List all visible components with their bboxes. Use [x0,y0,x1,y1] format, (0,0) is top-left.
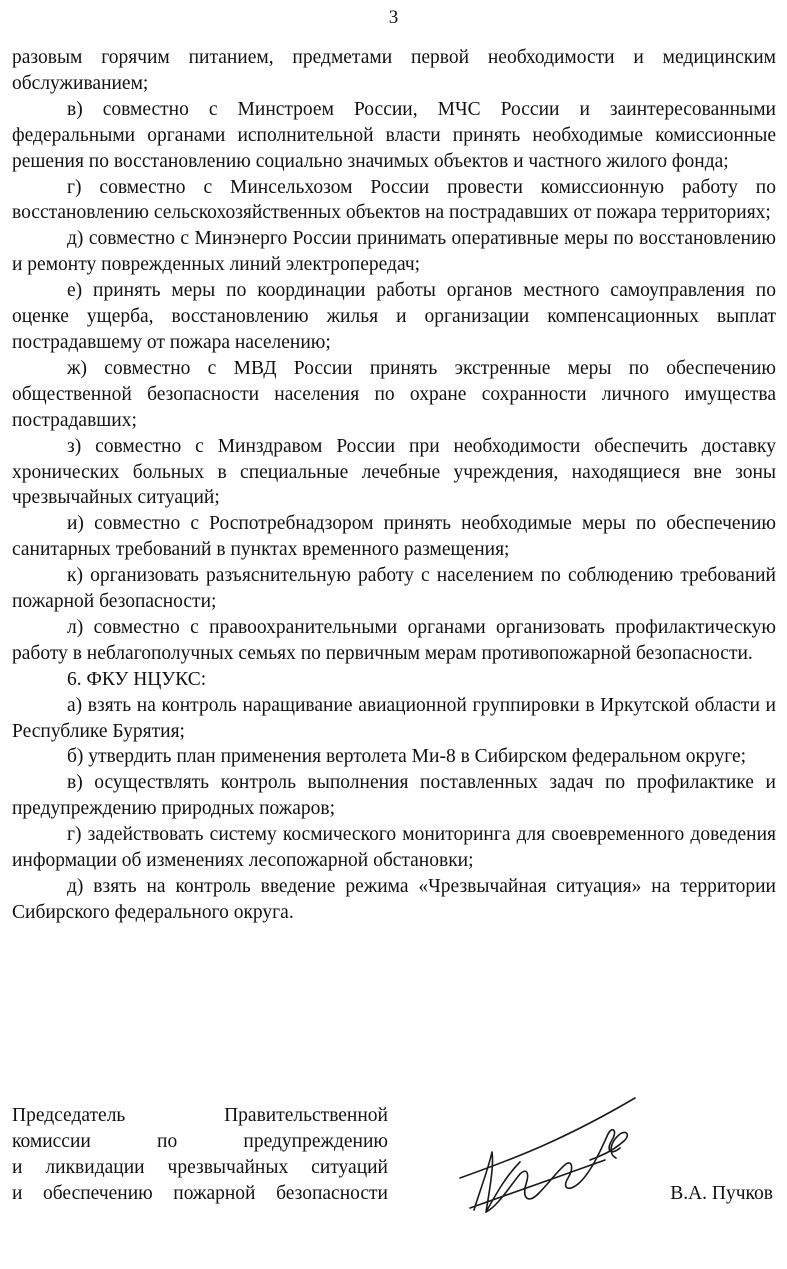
page-number: 3 [388,7,399,28]
paragraph: в) совместно с Минстроем России, МЧС России и заинтересованными федеральными органами исполнительной власти принять необходимые комиссионные решения по восстановлению социально значимых объектов и частного жилого фонда; [12,98,776,172]
paragraph: г) задействовать систему космического мониторинга для своевременного доведения информации об изменениях лесопожарной обстановки; [12,824,776,872]
document-body [12,45,776,926]
paragraph: и) совместно с Роспотребнадзором принять необходимые меры по обеспечению санитарных требований в пунктах временного размещения; [12,513,776,561]
handwritten-signature [440,1090,650,1230]
paragraph: г) совместно с Минсельхозом России провести комиссионную работу по восстановлению сельскохозяйственных объектов на пострадавших от пожара территориях; [12,176,776,224]
paragraph: д) взять на контроль введение режима «Чрезвычайная ситуация» на территории Сибирского федерального округа. [12,876,776,923]
paragraph: ж) совместно с МВД России принять экстренные меры по обеспечению общественной безопасности населения по охране сохранности личного имущества пострадавших; [12,357,776,431]
paragraph: б) утвердить план применения вертолета Ми-8 в Сибирском федеральном округе; [67,746,747,768]
paragraph: д) совместно с Минэнерго России принимать оперативные меры по восстановлению и ремонту поврежденных линий электропередач; [12,228,776,276]
paragraph: 6. ФКУ НЦУКС: [67,668,207,690]
paragraph: з) совместно с Минздравом России при необходимости обеспечить доставку хронических больных в специальные лечебные учреждения, находящиеся вне зоны чрезвычайных ситуаций; [12,435,776,509]
paragraph: л) совместно с правоохранительными органами организовать профилактическую работу в неблагополучных семьях по первичным мерам противопожарной безопасности. [12,616,776,664]
signatory-title-line: Председатель Правительственной [12,1105,388,1126]
signatory-title-line: и ликвидации чрезвычайных ситуаций [12,1156,388,1178]
signatory-name: В.А. Пучков [670,1183,773,1204]
signatory-title [12,1103,388,1207]
paragraph: в) осуществлять контроль выполнения поставленных задач по профилактике и предупреждению природных пожаров; [12,772,776,820]
paragraph: разовым горячим питанием, предметами первой необходимости и медицинским обслуживанием; [12,47,776,94]
paragraph: к) организовать разъяснительную работу с населением по соблюдению требований пожарной безопасности; [12,565,776,613]
signatory-title-line: и обеспечению пожарной безопасности [12,1182,388,1204]
paragraph: е) принять меры по координации работы органов местного самоуправления по оценке ущерба, восстановлению жилья и организации компенсационных выплат пострадавшему от пожара населению; [12,280,776,353]
signatory-title-line: комиссии по предупреждению [12,1130,388,1152]
paragraph: а) взять на контроль наращивание авиационной группировки в Иркутской области и Республике Бурятия; [12,694,776,742]
